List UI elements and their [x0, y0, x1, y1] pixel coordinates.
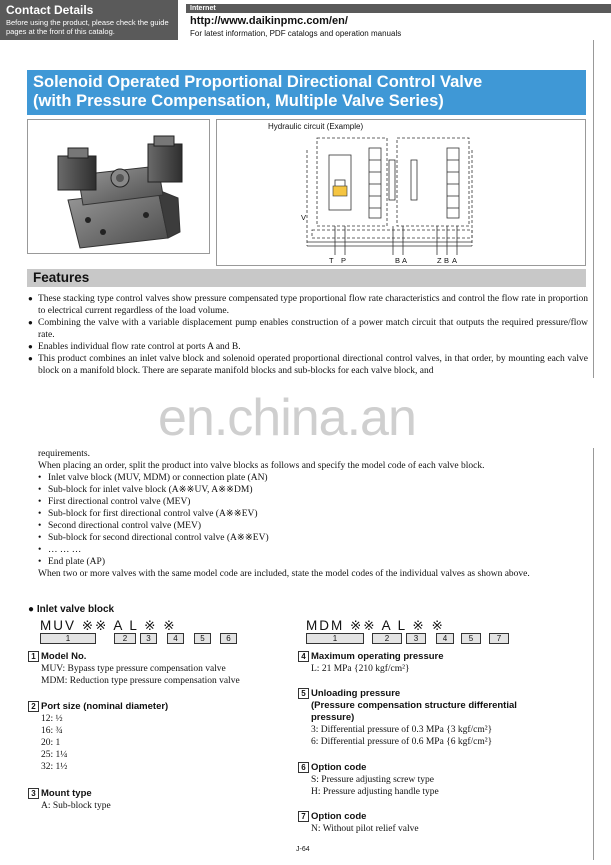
inlet-valve-heading-text: Inlet valve block	[36, 604, 115, 615]
section-number: 3	[28, 788, 39, 799]
feature-bullet: ● These stacking type control valves show pressure compensated type proportional flow rate characteristics and control the flow rate in proportion to electrical current regardless of the load volume.	[28, 293, 588, 317]
section-number: 2	[28, 701, 39, 712]
section-mount-type	[28, 788, 111, 812]
section-line: 16: ¾	[41, 726, 63, 736]
code-box-6: 6	[220, 633, 237, 644]
section-line: 20: 1	[41, 738, 61, 748]
page-title-line1: Solenoid Operated Proportional Directional Control Valve	[33, 73, 483, 91]
order-item: • Sub-block for first directional control valve (A※※EV)	[38, 508, 588, 520]
code-box-1: 1	[40, 633, 96, 644]
watermark-text: en.china.an	[158, 389, 416, 447]
circuit-schematic	[217, 120, 585, 265]
features-list	[28, 293, 588, 377]
section-title-cont: pressure)	[311, 712, 355, 723]
internet-box	[186, 4, 611, 38]
feature-bullet: ● This product combines an inlet valve block and solenoid operated proportional directional control valves, in that order, by mounting each valve block on a manifold block. There are separate manifold blocks and sub-blocks for each valve block, and	[28, 353, 588, 377]
order-item: • … … …	[38, 544, 588, 556]
page-title	[27, 70, 586, 115]
page-edge-line	[593, 40, 594, 860]
code-box-2: 2	[114, 633, 136, 644]
bullet-icon: ●	[28, 604, 37, 615]
section-number: 1	[28, 651, 39, 662]
internet-label: Internet	[186, 4, 611, 13]
code-box-4: 4	[436, 633, 454, 644]
order-outro: When two or more valves with the same model code are included, state the model codes of the individual valves as shown above.	[38, 569, 530, 579]
order-item-list	[38, 472, 588, 568]
order-intro: When placing an order, split the product into valve blocks as follows and specify the model code of each valve block.	[38, 461, 485, 471]
section-line: MDM: Reduction type pressure compensation valve	[41, 676, 240, 686]
website-url-subtext: For latest information, PDF catalogs and operation manuals	[190, 29, 402, 38]
code-box-2: 2	[372, 633, 402, 644]
page-number: J-64	[296, 846, 310, 853]
contact-subtext: Before using the product, please check the guide pages at the front of this catalog.	[6, 18, 169, 36]
section-line: A: Sub-block type	[41, 801, 111, 811]
code-box-3: 3	[140, 633, 157, 644]
section-option-code-7	[298, 811, 419, 835]
valve-illustration	[28, 120, 209, 253]
section-line: 3: Differential pressure of 0.3 MPa {3 kgf/cm²}	[311, 725, 493, 735]
section-title: Mount type	[41, 788, 92, 799]
code-box-7: 7	[489, 633, 509, 644]
inlet-valve-heading	[28, 604, 114, 615]
port-label-t: T	[329, 256, 334, 265]
section-line: 6: Differential pressure of 0.6 MPa {6 kgf/cm²}	[311, 737, 493, 747]
order-item: • Sub-block for inlet valve block (A※※UV, A※※DM)	[38, 484, 588, 496]
code-box-5: 5	[194, 633, 211, 644]
features-heading: Features	[33, 270, 90, 285]
contact-details-box	[0, 0, 178, 40]
section-unloading-pressure	[298, 688, 558, 748]
order-instructions	[28, 448, 588, 580]
section-title: Option code	[311, 762, 367, 773]
section-title: Model No.	[41, 651, 87, 662]
port-label-v: V	[301, 213, 307, 222]
order-item: • Second directional control valve (MEV)	[38, 520, 588, 532]
code-box-5: 5	[461, 633, 481, 644]
section-title: Option code	[311, 811, 367, 822]
section-number: 4	[298, 651, 309, 662]
circuit-caption: Hydraulic circuit (Example)	[268, 122, 364, 131]
section-line: MUV: Bypass type pressure compensation valve	[41, 664, 226, 674]
contact-title: Contact Details	[6, 3, 94, 17]
order-item: • Inlet valve block (MUV, MDM) or connection plate (AN)	[38, 472, 588, 484]
section-line: 32: 1½	[41, 762, 68, 772]
section-option-code-6	[298, 762, 439, 798]
feature-bullet: ● Enables individual flow rate control at ports A and B.	[28, 341, 588, 353]
code-box-1: 1	[306, 633, 364, 644]
feature-bullet: ● Combining the valve with a variable displacement pump enables construction of a power match circuit that outputs the required pressure/flow rate.	[28, 317, 588, 341]
order-item: • Sub-block for second directional control valve (A※※EV)	[38, 532, 588, 544]
section-line: N: Without pilot relief valve	[311, 824, 419, 834]
section-line: H: Pressure adjusting handle type	[311, 787, 439, 797]
section-max-pressure	[298, 651, 444, 675]
section-title-cont: (Pressure compensation structure differential	[311, 700, 517, 711]
section-model-no	[28, 651, 240, 687]
section-number: 6	[298, 762, 309, 773]
features-heading-bar	[27, 269, 586, 287]
section-number: 7	[298, 811, 309, 822]
code-box-4: 4	[167, 633, 184, 644]
section-line: L: 21 MPa {210 kgf/cm²}	[311, 664, 410, 674]
section-number: 5	[298, 688, 309, 699]
section-line: 25: 1¼	[41, 750, 68, 760]
order-item: • First directional control valve (MEV)	[38, 496, 588, 508]
order-item: • End plate (AP)	[38, 556, 588, 568]
port-label-a1: A	[402, 256, 408, 265]
section-title: Unloading pressure	[311, 688, 401, 699]
section-title: Maximum operating pressure	[311, 651, 444, 662]
continued-line: requirements.	[38, 449, 90, 459]
model-code-mdm: MDM ※※ A L ※ ※	[306, 618, 445, 633]
page-title-line2: (with Pressure Compensation, Multiple Valve Series)	[33, 92, 444, 110]
model-code-muv: MUV ※※ A L ※ ※	[40, 618, 177, 633]
section-line: 12: ½	[41, 714, 63, 724]
website-url[interactable]: http://www.daikinpmc.com/en/	[190, 15, 348, 27]
port-label-b1: B	[395, 256, 401, 265]
code-box-3: 3	[406, 633, 426, 644]
product-photo	[27, 119, 210, 254]
section-title: Port size (nominal diameter)	[41, 701, 169, 712]
port-label-p: P	[341, 256, 347, 265]
hydraulic-circuit-diagram	[216, 119, 586, 266]
section-line: S: Pressure adjusting screw type	[311, 775, 434, 785]
port-label-b2: B	[444, 256, 450, 265]
section-port-size	[28, 701, 168, 773]
port-label-z: Z	[437, 256, 442, 265]
port-label-a2: A	[452, 256, 458, 265]
